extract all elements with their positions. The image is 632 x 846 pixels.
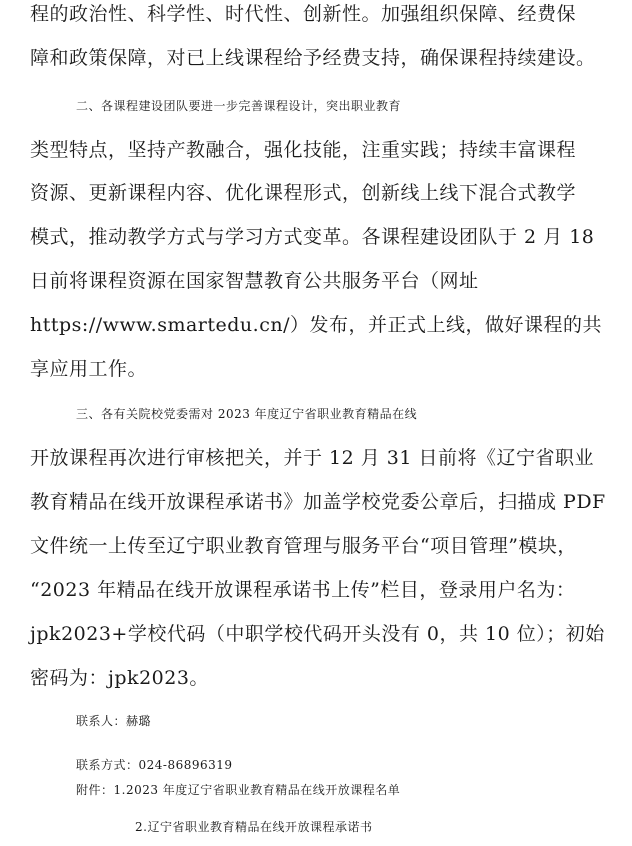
body-line-2: 障和政策保障，对已上线课程给予经费支持，确保课程持续建设。 (30, 47, 596, 69)
section-two-heading-line: 二、各课程建设团队要进一步完善课程设计，突出职业教育 (76, 99, 402, 113)
body-line-7: 日前将课程资源在国家智慧教育公共服务平台（网址 (30, 270, 479, 292)
body-line-url: https://www.smartedu.cn/）发布，并正式上线，做好课程的共 (30, 314, 602, 336)
body-line-15: jpk2023+学校代码（中职学校代码开头没有 0，共 10 位）；初始 (30, 623, 605, 645)
section-three-heading-line: 三、各有关院校党委需对 2023 年度辽宁省职业教育精品在线 (76, 407, 418, 421)
body-line-13: 文件统一上传至辽宁职业教育管理与服务平台“项目管理”模块， (30, 535, 577, 557)
body-line-4: 类型特点，坚持产教融合，强化技能，注重实践；持续丰富课程 (30, 139, 577, 161)
body-line-12: 教育精品在线开放课程承诺书》加盖学校党委公章后，扫描成 PDF (30, 491, 606, 513)
body-line-16: 密码为：jpk2023。 (30, 667, 209, 689)
body-line-5: 资源、更新课程内容、优化课程形式，创新线上线下混合式教学 (30, 182, 577, 204)
contact-phone: 联系方式：024-86896319 (76, 758, 233, 772)
body-line-9: 享应用工作。 (30, 358, 148, 380)
contact-person: 联系人：赫璐 (76, 714, 152, 728)
body-line-6: 模式，推动教学方式与学习方式变革。各课程建设团队于 2 月 18 (30, 226, 595, 248)
attachment-line-1: 附件：1.2023 年度辽宁省职业教育精品在线开放课程名单 (76, 783, 401, 797)
attachment-line-2: 2.辽宁省职业教育精品在线开放课程承诺书 (135, 820, 373, 834)
body-line-14: “2023 年精品在线开放课程承诺书上传”栏目，登录用户名为： (30, 579, 576, 601)
body-line-1: 程的政治性、科学性、时代性、创新性。加强组织保障、经费保 (30, 3, 577, 25)
body-line-11: 开放课程再次进行审核把关，并于 12 月 31 日前将《辽宁省职业 (30, 447, 595, 469)
